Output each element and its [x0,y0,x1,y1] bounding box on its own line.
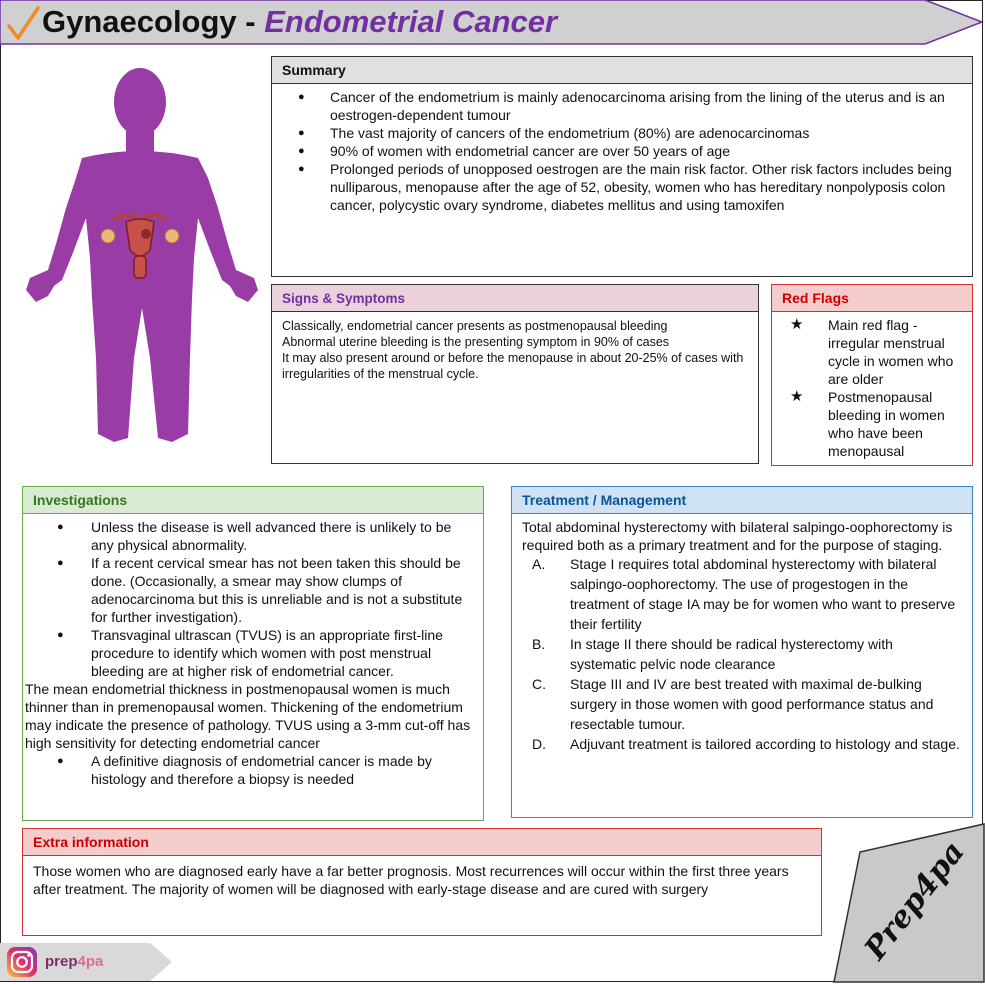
title-main: Gynaecology - [42,4,265,39]
list-item: ● Prolonged periods of unopposed oestrogen are the main risk factor. Other risk factors includes being nulliparous, menopause after the age of 52, obesity, women who has hereditary nonpolyposis colon cancer, polycystic ovary syndrome, diabetes mellitus and using tamoxifen [282,160,962,214]
summary-panel [271,56,973,277]
extra-heading: Extra information [23,829,821,856]
list-item: ● 90% of women with endometrial cancer are over 50 years of age [282,142,962,160]
investigations-heading: Investigations [23,487,483,514]
step-marker: D. [532,736,546,752]
red-flags-panel [771,284,973,466]
signs-line: Classically, endometrial cancer presents as postmenopausal bleeding [282,319,668,333]
list-item [522,634,962,674]
handle-part-a: prep [45,953,78,970]
instagram-handle[interactable] [45,953,103,970]
step-text: Adjuvant treatment is tailored according to histology and stage. [570,736,960,752]
step-text: Stage I requires total abdominal hysterectomy with bilateral salpingo-oophorectomy. The use of progestogen in the treatment of stage IA may be for women who want to preserve their fertility [570,556,956,632]
list-item [522,554,962,634]
list-item: ★ Main red flag - irregular menstrual cycle in women who are older [780,316,968,388]
treatment-steps [522,554,962,754]
page-title [42,4,557,40]
signs-heading: Signs & Symptoms [272,285,758,312]
instagram-icon[interactable] [6,946,38,978]
title-sub: Endometrial Cancer [264,4,558,39]
body-figure-illustration [22,58,262,450]
list-item: ★ Postmenopausal bleeding in women who have been menopausal [780,388,968,460]
investigations-list [33,518,473,680]
step-text: Stage III and IV are best treated with maximal de-bulking surgery in those women with good performance status and resectable tumour. [570,676,934,732]
treatment-panel [511,486,973,818]
investigations-paragraph: The mean endometrial thickness in postmenopausal women is much thinner than in premenopausal women. Thickening of the endometrium may indicate the presence of pathology. TVUS using a 3-mm cut-off has high sensitivity for detecting endometrial cancer [25,681,471,751]
list-item: ● Cancer of the endometrium is mainly adenocarcinoma arising from the lining of the uterus and is an oestrogen-dependent tumour [282,88,962,124]
investigations-list-b [33,752,473,788]
list-item: ● Unless the disease is well advanced there is unlikely to be any physical abnormality. [33,518,473,554]
summary-heading: Summary [272,57,972,84]
investigations-panel [22,486,484,821]
list-item: ● The vast majority of cancers of the endometrium (80%) are adenocarcinomas [282,124,962,142]
list-item [522,734,962,754]
signs-line: It may also present around or before the menopause in about 20-25% of cases with irregularities of the menstrual cycle. [282,351,744,381]
extra-info-panel [22,828,822,936]
list-item: ● A definitive diagnosis of endometrial cancer is made by histology and therefore a biopsy is needed [33,752,473,788]
list-item [522,674,962,734]
signs-symptoms-panel [271,284,759,464]
step-marker: C. [532,676,546,692]
check-icon [6,6,40,42]
treatment-intro: Total abdominal hysterectomy with bilateral salpingo-oophorectomy is required both as a primary treatment and for the purpose of staging. [522,519,953,553]
red-flags-heading: Red Flags [772,285,972,312]
handle-part-b: 4pa [77,953,104,970]
step-text: In stage II there should be radical hysterectomy with systematic pelvic node clearance [570,636,893,672]
extra-text: Those women who are diagnosed early have a far better prognosis. Most recurrences will occur within the first three years after treatment. The majority of women will be diagnosed with early-stage disease and are cured with surgery [33,863,789,897]
signs-line: Abnormal uterine bleeding is the presenting symptom in 90% of cases [282,335,670,349]
red-flags-list [780,316,968,460]
list-item: ● If a recent cervical smear has not been taken this should be done. (Occasionally, a smear may show clumps of adenocarcinoma but this is unreliable and is not a substitute for further investigation). [33,554,473,626]
step-marker: A. [532,556,546,572]
brand-logo: Prep4pa [858,834,972,967]
list-item: ● Transvaginal ultrascan (TVUS) is an appropriate first-line procedure to identify which women with post menstrual bleeding are at higher risk of endometrial cancer. [33,626,473,680]
treatment-heading: Treatment / Management [512,487,972,514]
summary-list [282,88,962,214]
step-marker: B. [532,636,546,652]
